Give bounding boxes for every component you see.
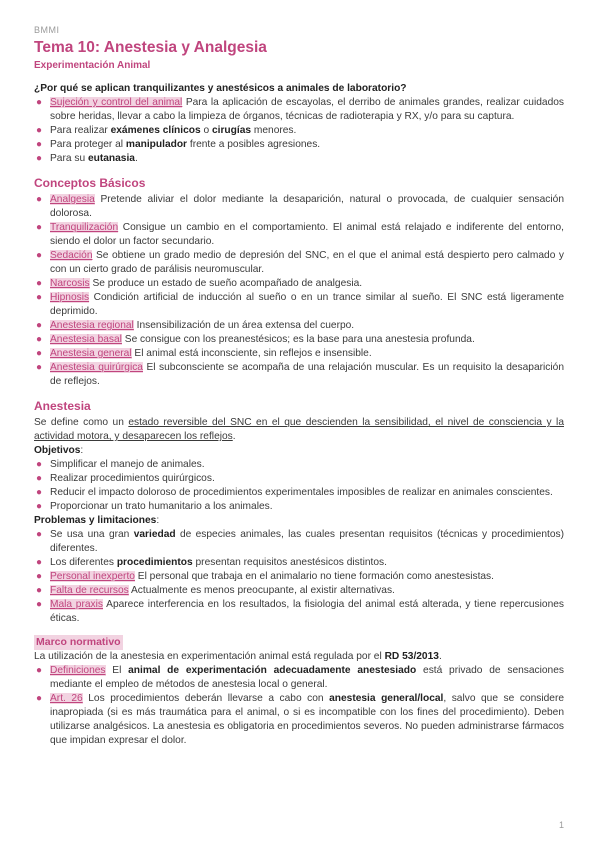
bullet-icon: ● xyxy=(36,334,43,345)
item-text: Se obtiene un grado medio de depresión del SNC, en el que el animal está despierto pero calmado y con un cierto grado de parálisis neuromuscular. xyxy=(50,250,564,275)
item-text: Condición artificial de inducción al sueño o en un trance similar al sueño. El SNC está ligeramente deprimido. xyxy=(50,292,564,317)
item-text: Se produce un estado de sueño acompañado de analgesia. xyxy=(89,278,363,289)
question-heading: ¿Por qué se aplican tranquilizantes y anestésicos a animales de laboratorio? xyxy=(34,83,407,94)
highlighted-term: Sujeción y control del animal xyxy=(50,97,183,108)
list-item xyxy=(34,193,564,221)
bullet-icon: ● xyxy=(36,362,43,373)
marco-intro xyxy=(34,650,564,664)
highlighted-term: Art. 26 xyxy=(50,693,83,704)
list-item xyxy=(34,319,564,333)
bullet-icon: ● xyxy=(36,139,43,150)
item-text: Realizar procedimientos quirúrgicos. xyxy=(50,473,215,484)
item-text: está privado de sensaciones mediante el empleo de métodos de anestesia local o general. xyxy=(50,665,564,690)
list-item xyxy=(34,221,564,249)
item-text: El animal está inconsciente, sin reflejos e insensible. xyxy=(131,348,372,359)
label-text: Objetivos xyxy=(34,445,81,456)
item-text: Para la aplicación de escayolas, el derribo de animales grandes, realizar cuidados sobre heridas, llevar a cabo la limpieza de órganos, técnicas de radioterapia y RX, y/o para su captura. xyxy=(50,97,564,122)
highlighted-term: Anestesia general xyxy=(50,348,132,359)
item-text: El subconsciente se acompaña de una relajación muscular. Es un requisito la desaparición de reflejos. xyxy=(50,362,564,387)
list-item xyxy=(34,249,564,277)
bullet-icon: ● xyxy=(36,585,43,596)
list-item xyxy=(34,486,564,500)
page-title: Tema 10: Anestesia y Analgesia xyxy=(34,39,267,56)
problemas-list xyxy=(34,528,564,626)
section-heading-conceptos: Conceptos Básicos xyxy=(34,176,146,190)
item-text: Para realizar xyxy=(50,125,111,136)
list-item xyxy=(34,96,564,124)
bullet-icon: ● xyxy=(36,501,43,512)
label-text: Problemas y limitaciones xyxy=(34,515,157,526)
item-text: Pretende aliviar el dolor mediante la desaparición, natural o provocada, de cualquier sensación dolorosa. xyxy=(50,194,564,219)
bullet-icon: ● xyxy=(36,665,43,676)
list-item xyxy=(34,664,564,692)
list-item xyxy=(34,347,564,361)
item-text: Actualmente es menos preocupante, al existir alternativas. xyxy=(128,585,395,596)
item-text: Simplificar el manejo de animales. xyxy=(50,459,205,470)
highlighted-term: Hipnosis xyxy=(50,292,90,303)
highlighted-term: Analgesia xyxy=(50,194,95,205)
highlighted-term: Anestesia basal xyxy=(50,334,122,345)
item-text: menores. xyxy=(251,125,297,136)
document-page xyxy=(34,24,564,748)
item-text: Los procedimientos deberán llevarse a cabo con xyxy=(82,693,330,704)
item-text: frente a posibles agresiones. xyxy=(187,139,321,150)
item-text: o xyxy=(200,125,212,136)
highlighted-term: Tranquilización xyxy=(50,222,119,233)
bold-term: eutanasia xyxy=(87,153,135,164)
highlighted-term: Personal inexperto xyxy=(50,571,135,582)
section-heading-marco: Marco normativo xyxy=(36,636,121,648)
item-text: Los diferentes xyxy=(50,557,117,568)
item-text: Se usa una gran xyxy=(50,529,134,540)
item-text: Se consigue con los preanestésicos; es la base para una anestesia profunda. xyxy=(121,334,475,345)
bullet-icon: ● xyxy=(36,292,43,303)
list-item xyxy=(34,277,564,291)
item-text: Para su xyxy=(50,153,88,164)
definition-underlined: estado reversible del SNC en el que descienden la sensibilidad, el nivel de consciencia y la actividad motora, y desaparecen los reflejos xyxy=(34,417,564,442)
list-item xyxy=(34,152,564,166)
list-item xyxy=(34,692,564,748)
section-heading-anestesia: Anestesia xyxy=(34,399,91,413)
marco-list xyxy=(34,664,564,748)
bullet-icon: ● xyxy=(36,348,43,359)
problemas-label: Problemas y limitaciones: xyxy=(34,515,160,526)
highlighted-term: Mala praxis xyxy=(50,599,103,610)
list-item xyxy=(34,570,564,584)
course-code: BMMI xyxy=(34,25,60,35)
bullet-icon: ● xyxy=(36,125,43,136)
bullet-icon: ● xyxy=(36,320,43,331)
bold-term: animal de experimentación adecuadamente anestesiado xyxy=(128,665,417,676)
bold-term: cirugías xyxy=(211,125,252,136)
bullet-icon: ● xyxy=(36,571,43,582)
item-text: Consigue un cambio en el comportamiento. El animal está relajado e indiferente del entorno, siendo el dolor un factor secundario. xyxy=(50,222,564,247)
list-item xyxy=(34,584,564,598)
highlighted-term: Anestesia regional xyxy=(50,320,134,331)
highlighted-term: Anestesia quirúrgica xyxy=(50,362,143,373)
item-text: Para proteger al xyxy=(50,139,126,150)
conceptos-list xyxy=(34,193,564,389)
bullet-icon: ● xyxy=(36,487,43,498)
bullet-icon: ● xyxy=(36,529,43,540)
highlighted-term: Narcosis xyxy=(50,278,90,289)
list-item xyxy=(34,500,564,514)
bullet-icon: ● xyxy=(36,194,43,205)
list-item xyxy=(34,472,564,486)
bold-term: procedimientos xyxy=(116,557,193,568)
item-text: presentan requisitos anestésicos distintos. xyxy=(192,557,387,568)
page-subtitle: Experimentación Animal xyxy=(34,60,151,71)
list-item xyxy=(34,361,564,389)
definition-text: Se define como un xyxy=(34,417,129,428)
bullet-icon: ● xyxy=(36,278,43,289)
item-text: Reducir el impacto doloroso de procedimientos experimentales imposibles de realizar en animales conscientes. xyxy=(50,487,553,498)
highlighted-term: Sedación xyxy=(50,250,93,261)
list-item xyxy=(34,124,564,138)
list-item xyxy=(34,598,564,626)
item-text: de especies animales, las cuales presentan requisitos (técnicas y procedimientos) diferentes. xyxy=(50,529,564,554)
list-item xyxy=(34,138,564,152)
bold-term: anestesia general/local xyxy=(329,693,444,704)
bullet-icon: ● xyxy=(36,557,43,568)
item-text: Proporcionar un trato humanitario a los animales. xyxy=(50,501,273,512)
bullet-icon: ● xyxy=(36,250,43,261)
list-item xyxy=(34,333,564,347)
item-text: El xyxy=(105,665,129,676)
list-item xyxy=(34,291,564,319)
bold-term: manipulador xyxy=(125,139,188,150)
bullet-icon: ● xyxy=(36,222,43,233)
page-number: 1 xyxy=(558,820,564,830)
highlighted-term: Definiciones xyxy=(50,665,106,676)
item-text: . xyxy=(134,153,138,164)
bullet-icon: ● xyxy=(36,459,43,470)
definition-text: . xyxy=(232,431,236,442)
item-text: Aparece interferencia en los resultados, la fisiologia del animal está alterada, y tiene repercusiones éticas. xyxy=(50,599,564,624)
bullet-icon: ● xyxy=(36,599,43,610)
bullet-icon: ● xyxy=(36,153,43,164)
intro-text: La utilización de la anestesia en experimentación animal está regulada por el xyxy=(34,651,385,662)
list-item xyxy=(34,458,564,472)
anestesia-definition xyxy=(34,416,564,444)
list-item xyxy=(34,556,564,570)
list-item xyxy=(34,528,564,556)
bullet-icon: ● xyxy=(36,97,43,108)
bold-term: variedad xyxy=(133,529,176,540)
item-text: , salvo que se considere inapropiada (si es más traumática para el animal, o si es incompatible con los fines del procedimiento). Deben utilizarse analgésicos. La anestesia es obligatoria en procedimientos severos. No pueden administrarse fármacos que impidan expresar el dolor. xyxy=(50,693,565,746)
item-text: El personal que trabaja en el animalario no tiene formación como anestesistas. xyxy=(134,571,494,582)
item-text: Insensibilización de un área extensa del cuerpo. xyxy=(133,320,355,331)
bold-term: RD 53/2013 xyxy=(384,651,439,662)
bullet-icon: ● xyxy=(36,693,43,704)
bold-term: exámenes clínicos xyxy=(110,125,201,136)
objetivos-list xyxy=(34,458,564,514)
bullet-icon: ● xyxy=(36,473,43,484)
question-list xyxy=(34,96,564,166)
objetivos-label: Objetivos: xyxy=(34,445,84,456)
intro-text: . xyxy=(438,651,442,662)
highlighted-term: Falta de recursos xyxy=(50,585,129,596)
